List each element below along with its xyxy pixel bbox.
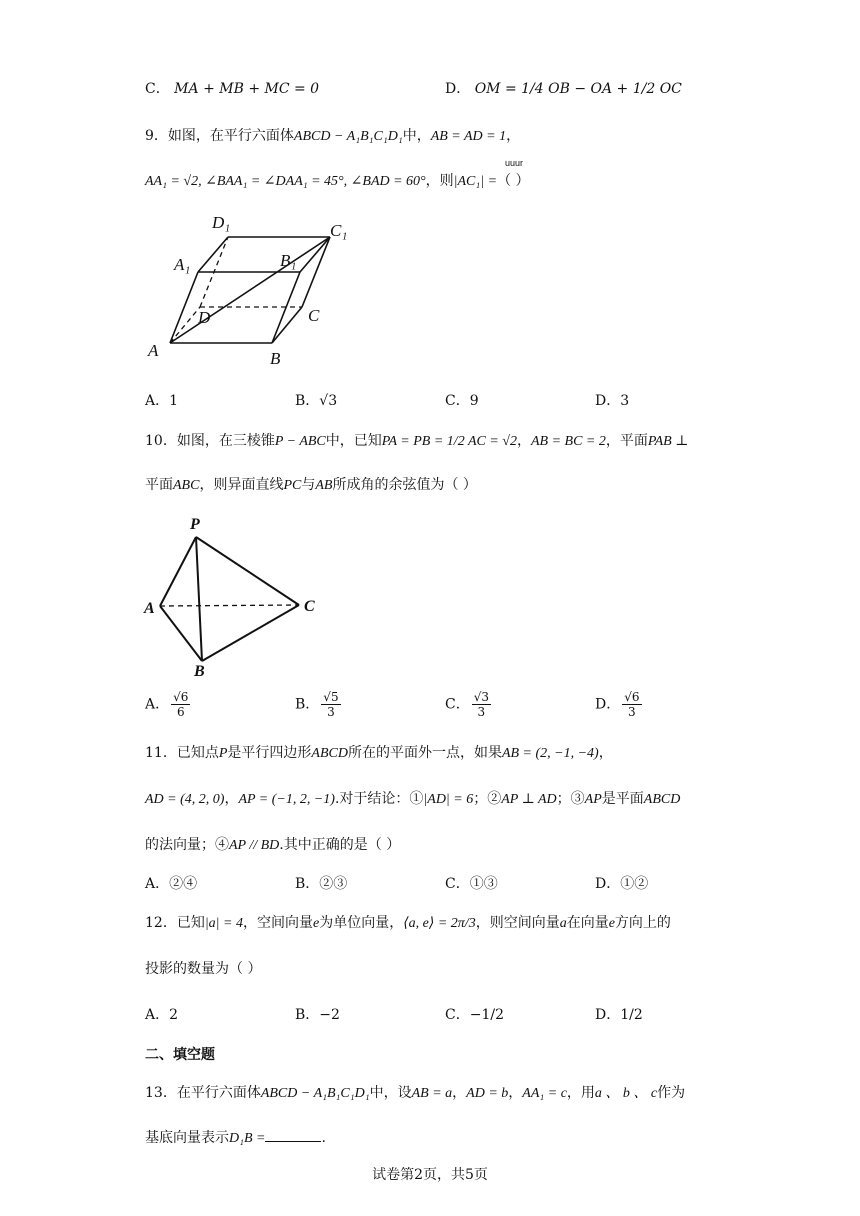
text: 方向上的 [614,915,671,931]
math: ⟨a, e⟩ = 2π/3 [403,916,476,931]
math: a 、 b 、 c [594,1086,658,1101]
label-a1: A₁ [174,255,191,274]
q9-line1 [145,125,520,145]
edge-bc [202,605,299,661]
option-expression: OM = 1/4 OB − OA + 1/2 OC [474,81,682,97]
option-value: ②③ [319,876,348,892]
q9-option-c [445,390,479,410]
label-c: C [308,306,320,325]
text: 是平行四边形 [227,745,312,761]
page-footer: 试卷第2页，共5页 [372,1167,488,1183]
q11-line3 [145,834,400,854]
text: 已知点 [176,745,219,761]
q11-option-d [595,873,648,893]
option-letter: A． [145,876,170,892]
text: ，则 [425,173,454,189]
label-a: A [144,600,155,617]
text: 中，已知 [325,433,382,449]
text: 基底向量表示 [145,1130,229,1146]
q10-option-c [445,690,493,719]
q10-option-d [595,690,644,719]
option-value: 1 [169,393,179,409]
q10-option-b [295,690,343,719]
text: ，空间向量 [242,915,313,931]
option-letter: C． [445,393,470,409]
text: 已知 [176,915,205,931]
q9-option-d [595,390,629,410]
text: ，则异面直线 [199,477,284,493]
q11-line1 [145,742,613,762]
math: AD = (4, 2, 0) [145,792,225,807]
math: AA₁ = c [522,1086,567,1101]
text: 如图，在平行六面体 [167,128,294,144]
option-letter: D． [595,393,621,409]
math: D₁B = [229,1131,266,1146]
math: a [559,916,567,931]
q12-option-d [595,1004,643,1024]
label-b1: B₁ [280,251,297,270]
q12-option-b [295,1004,340,1024]
option-letter: C． [445,696,470,713]
edge-pa [160,537,196,606]
math: AP [584,792,602,807]
math: AP // BD [229,838,280,853]
text: .对于结论：① [334,791,424,807]
option-value: 9 [469,393,479,409]
q13-line1: 13．在平行六面体ABCD − A₁B₁C₁D₁中，设AB = a，AD = b，AA₁ = c，用a 、 b 、 c作为 [145,1085,686,1101]
q12-line1 [145,912,671,932]
text: 如图，在三棱锥 [176,433,275,449]
math: ABCD − A₁B₁C₁D₁ [293,129,403,144]
text: 作为 [657,1085,686,1101]
text: ， [224,791,239,807]
math: |a| = 4 [204,916,243,931]
answer-paren: （ ） [497,173,530,189]
text: ，用 [566,1085,595,1101]
text: 所成角的余弦值为（ ） [332,477,477,493]
math: AD = b [466,1086,509,1101]
option-letter: B． [295,876,320,892]
text: 与 [301,477,316,493]
option-value: 2 [169,1007,179,1023]
math: AB = (2, −1, −4) [501,746,599,761]
text: 中，设 [369,1085,412,1101]
option-value: 3 [620,393,630,409]
math: e [312,916,320,931]
q10-pyramid-figure [140,515,340,685]
text: ；② [473,791,502,807]
math: AP = (−1, 2, −1) [238,792,335,807]
option-letter: B． [295,1007,320,1023]
edge-a1d1 [198,237,228,272]
math: |AD| = 6 [423,792,474,807]
q10-option-a [145,690,192,719]
option-letter: C． [445,876,470,892]
math: AP ⊥ AD [501,792,557,807]
math: |AC₁| = [453,174,498,189]
math: PC [283,478,302,493]
q9-option-a [145,390,178,410]
denominator: 3 [628,705,636,719]
denominator: 3 [477,705,486,719]
q11-line2 [145,788,680,808]
option-letter: A． [145,1007,170,1023]
option-value: −2 [319,1007,340,1023]
q13-line2 [145,1127,326,1147]
math: e [608,916,615,931]
q11-option-c [445,873,498,893]
label-d1: D₁ [212,213,231,232]
q8-option-d [445,78,682,98]
text: ，平面 [605,433,648,449]
text: 是平面 [601,791,644,807]
option-letter: D． [595,1007,621,1023]
option-letter: B． [295,393,320,409]
q8-option-c [145,78,319,98]
option-letter: B． [295,696,320,713]
option-letter: C． [445,1007,470,1023]
option-expression: MA + MB + MC = 0 [174,81,320,97]
edge-ac-hidden [160,605,299,606]
option-fraction [472,690,491,719]
q11-option-a [145,873,197,893]
text: .其中正确的是（ ） [279,837,401,853]
math: P − ABC [274,434,326,449]
numerator: √6 [173,690,189,704]
q9-line2 [145,170,530,190]
option-fraction [321,690,340,719]
option-letter: C． [145,81,170,97]
option-fraction [171,690,190,719]
math: P [218,746,228,761]
option-value: ①② [620,876,649,892]
stray-uuur-mark: uuur [505,158,524,168]
label-c1: C₁ [330,221,348,240]
question-number: 9． [145,128,168,144]
text: 中， [402,128,431,144]
text: . [321,1130,326,1146]
option-letter: D． [445,81,471,97]
math: AB = a [411,1086,453,1101]
q10-line2 [145,474,477,494]
text: 的法向量；④ [145,837,229,853]
numerator: √5 [323,690,339,704]
edge-ad-hidden [170,307,200,343]
question-number: 13． [145,1085,177,1101]
section-heading-fill-in: 二、填空题 [145,1047,215,1063]
edge-ab [160,606,202,661]
math: AA₁ = √2, ∠BAA₁ = ∠DAA₁ = 45°, ∠BAD = 60° [145,174,426,189]
question-number: 10． [145,433,177,449]
math: ABCD [311,746,348,761]
math: ABCD − A₁B₁C₁D₁ [260,1086,370,1101]
q12-option-a [145,1004,178,1024]
math: AB = BC = 2 [530,434,606,449]
option-value: ①③ [469,876,498,892]
edge-pb [196,537,202,661]
numerator: √6 [624,690,640,704]
text: ，则空间向量 [475,915,560,931]
option-value: −1/2 [469,1007,504,1023]
option-fraction [622,690,641,719]
q11-option-b [295,873,347,893]
text: 所在的平面外一点，如果 [347,745,502,761]
text: 平面 [145,477,173,493]
edge-aa1 [170,272,198,343]
text: 在向量 [566,915,609,931]
text: ， [506,128,521,144]
question-number: 11． [145,745,177,761]
text: 在平行六面体 [176,1085,261,1101]
label-b: B [194,663,205,680]
math: PAB ⊥ [647,434,689,449]
option-letter: A． [145,393,170,409]
diagonal-ac1 [170,237,330,343]
q9-option-b [295,390,337,410]
edge-bc [272,307,302,343]
option-value: √3 [319,393,338,409]
q12-line2: 投影的数量为（ ） [145,961,262,977]
q10-line1 [145,430,688,450]
label-d: D [198,308,211,327]
answer-blank[interactable] [265,1127,321,1142]
edge-pc [196,537,299,605]
q12-option-c [445,1004,504,1024]
label-c: C [304,598,315,615]
math: ABC [173,478,200,493]
text: ， [516,433,531,449]
label-a: A [148,341,159,360]
denominator: 3 [327,705,335,719]
text: ， [598,745,613,761]
q9-parallelepiped-figure [140,210,370,375]
label-b: B [270,349,281,368]
option-letter: D． [595,876,621,892]
option-value: ②④ [169,876,198,892]
question-number: 12． [145,915,177,931]
text: ；③ [556,791,585,807]
denominator: 6 [176,705,185,719]
edge-cc1 [302,237,330,307]
text: 为单位向量， [319,915,404,931]
label-p: P [190,516,200,533]
numerator: √3 [473,690,489,704]
option-letter: D． [595,696,621,713]
option-letter: A． [145,696,170,713]
math: ABCD [643,792,681,807]
math: AB [315,478,333,493]
math: PA = PB = 1/2 AC = √2 [381,434,517,449]
option-value: 1/2 [620,1007,643,1023]
math: AB = AD = 1 [430,129,507,144]
